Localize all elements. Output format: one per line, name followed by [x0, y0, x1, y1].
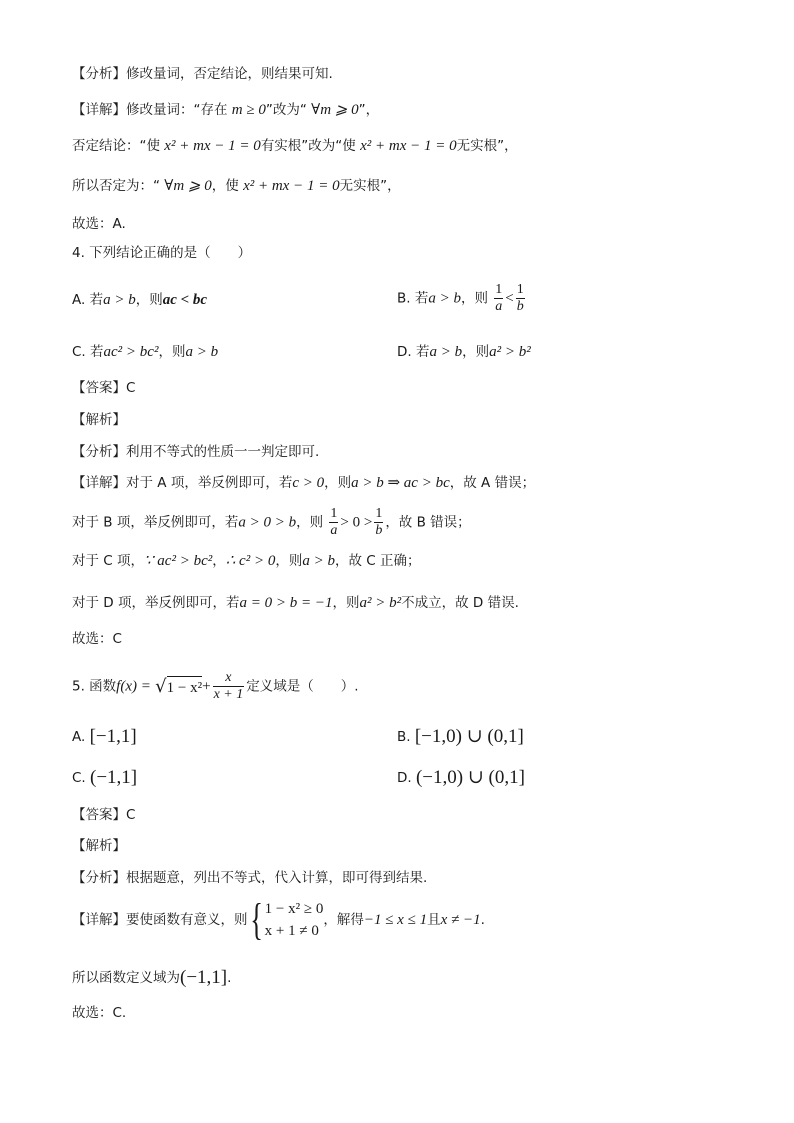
text: 利用不等式的性质一一判定即可.: [126, 444, 320, 460]
q4-option-c: [72, 342, 218, 362]
question-5-stem: [72, 670, 359, 703]
analysis-text: 修改量词，否定结论，则结果可知.: [126, 66, 333, 82]
text: ，故 B 错误；: [385, 514, 471, 531]
text: ，则: [296, 514, 324, 531]
math: x² + mx − 1 = 0: [164, 138, 261, 154]
numerator: 1: [375, 506, 383, 521]
q4-answer: [72, 378, 135, 398]
math: c > 0: [292, 475, 325, 491]
denominator: a: [330, 523, 338, 538]
math: +: [202, 678, 211, 695]
denominator: a: [495, 299, 503, 314]
text: ，则: [462, 344, 490, 360]
q4-choose: [72, 629, 122, 649]
q5-option-a: [72, 727, 137, 747]
text: ，则: [460, 290, 488, 307]
detail-tag: 【详解】: [72, 475, 126, 491]
text: 【解析】: [72, 412, 126, 428]
analysis-tag: 【分析】: [72, 66, 126, 82]
math: ac² > bc²: [103, 344, 159, 360]
text: 有实根”改为“使: [260, 138, 361, 154]
text: 且: [427, 912, 441, 928]
q5-choose: [72, 1003, 126, 1023]
text: ，则: [324, 475, 352, 491]
text: 定义域是（ ）.: [246, 678, 359, 695]
answer-tag: 【答案】: [72, 380, 126, 396]
square-root: [155, 676, 202, 698]
text: D.: [397, 770, 412, 786]
analysis-tag: 【分析】: [72, 444, 126, 460]
math: a > b: [302, 553, 335, 569]
text: 对于 B 项，举反例即可，若: [72, 514, 239, 531]
math: [−1,1]: [89, 726, 137, 747]
question-4-stem: [72, 243, 251, 263]
fraction: [213, 670, 245, 703]
text: B. 若: [397, 290, 429, 307]
math: a > b: [185, 344, 219, 360]
math: > 0 >: [340, 514, 373, 531]
system-line: x + 1 ≠ 0: [264, 923, 319, 939]
numerator: 1: [495, 282, 503, 297]
math: x² + mx − 1 = 0: [243, 178, 340, 194]
math: −1 ≤ x ≤ 1: [363, 912, 428, 928]
detail-line-q3-2: [72, 136, 518, 156]
math: f(x) =: [116, 678, 151, 695]
numerator: 1: [516, 282, 524, 297]
math: [−1,0) ∪ (0,1]: [414, 726, 524, 747]
radical-sign-icon: √: [155, 675, 167, 697]
q5-option-c: [72, 768, 137, 788]
fraction: [329, 506, 338, 539]
choose-line-q3: [72, 214, 126, 234]
text: 无实根”，: [456, 138, 518, 154]
math: (−1,0) ∪ (0,1]: [415, 767, 525, 788]
text: C. 若: [72, 344, 104, 360]
text: 故选：C: [72, 631, 122, 647]
text: 无实根”，: [339, 178, 401, 194]
math: ∴ c² > 0: [225, 553, 276, 569]
text: A.: [72, 729, 86, 745]
detail-line-q3-3: [72, 176, 401, 196]
q4-detail-d: [72, 593, 519, 613]
text: ，使: [211, 178, 244, 194]
numerator: 1: [330, 506, 338, 521]
denominator: x + 1: [213, 687, 244, 702]
text: 不成立，故 D 错误.: [401, 595, 519, 611]
math: x ≠ −1: [440, 912, 481, 928]
text: ，则: [275, 553, 303, 569]
text: 根据题意，列出不等式，代入计算，即可得到结果.: [126, 870, 428, 886]
math: a > b ⇒ ac > bc: [351, 475, 450, 491]
q4-option-a: [72, 290, 207, 310]
q4-analysis: [72, 442, 319, 462]
answer-tag: 【答案】: [72, 807, 126, 823]
left-brace-icon: {: [249, 895, 263, 944]
text: 要使函数有意义，则: [126, 912, 248, 928]
text: 对于 C 项，: [72, 553, 145, 569]
answer-value: C: [126, 380, 136, 396]
text: .: [227, 970, 232, 986]
text: 否定结论：“使: [72, 138, 165, 154]
q5-answer: [72, 805, 135, 825]
text: ，故 C 正确；: [334, 553, 421, 569]
math: ∀m ⩾ 0: [164, 178, 212, 194]
math: a > b: [428, 290, 461, 307]
math: a = 0 > b = −1: [239, 595, 333, 611]
fraction: [374, 506, 383, 539]
text: 所以否定为：“: [72, 178, 165, 194]
text: ”，: [358, 102, 380, 118]
q5-jiexi: [72, 836, 126, 856]
text: ，则: [332, 595, 360, 611]
numerator: x: [213, 670, 245, 687]
math: (−1,1]: [90, 767, 138, 788]
text: ，则: [158, 344, 186, 360]
math: <: [505, 290, 514, 307]
text: ，故 A 错误；: [449, 475, 536, 491]
text: 故选：A.: [72, 216, 126, 232]
radicand: 1 − x²: [167, 676, 202, 698]
q4-jiexi: [72, 410, 126, 430]
q5-analysis: [72, 868, 427, 888]
math: ∵ ac² > bc²: [144, 553, 213, 569]
q4-option-d: [397, 342, 531, 362]
text: 所以函数定义域为: [72, 970, 180, 986]
math: (−1,1]: [180, 967, 228, 988]
q4-detail-b: [72, 506, 471, 539]
text: ，解得: [323, 912, 364, 928]
math: a² > b²: [489, 344, 531, 360]
analysis-tag: 【分析】: [72, 870, 126, 886]
text: ，: [212, 553, 226, 569]
q4-detail-a: [72, 473, 535, 493]
q5-option-d: [397, 768, 525, 788]
math: ∀m ⩾ 0: [311, 102, 359, 118]
math: m ≥ 0: [231, 102, 266, 118]
q5-domain: [72, 968, 231, 988]
text: ”改为“: [265, 102, 312, 118]
q4-option-b: [397, 282, 527, 315]
denominator: b: [516, 299, 524, 314]
text: ，则: [135, 292, 163, 308]
math: a > b: [103, 292, 136, 308]
detail-tag: 【详解】: [72, 102, 126, 118]
q5-detail: [72, 895, 485, 944]
fraction: [516, 282, 525, 315]
q5-option-b: [397, 727, 524, 747]
fraction: [494, 282, 503, 315]
text: 对于 A 项，举反例即可，若: [126, 475, 293, 491]
q4-detail-c: [72, 551, 420, 571]
text: A. 若: [72, 292, 104, 308]
math: a > b: [429, 344, 463, 360]
inequality-system: [265, 898, 324, 942]
text: 【解析】: [72, 838, 126, 854]
analysis-line-q3: [72, 64, 333, 84]
math: a > 0 > b: [238, 514, 297, 531]
text: .: [480, 912, 485, 928]
math: x² + mx − 1 = 0: [360, 138, 457, 154]
text: 故选：C.: [72, 1005, 127, 1021]
denominator: b: [375, 523, 383, 538]
text: 修改量词：“存在: [126, 102, 232, 118]
math: ac < bc: [162, 292, 208, 308]
text: D. 若: [397, 344, 430, 360]
text: B.: [397, 729, 411, 745]
math: a² > b²: [359, 595, 402, 611]
text: 对于 D 项，举反例即可，若: [72, 595, 240, 611]
text: 5. 函数: [72, 678, 117, 695]
text: C.: [72, 770, 86, 786]
answer-value: C: [126, 807, 136, 823]
detail-tag: 【详解】: [72, 912, 126, 928]
text: 4. 下列结论正确的是（ ）: [72, 245, 252, 261]
detail-line-q3-1: [72, 100, 379, 120]
system-line: 1 − x² ≥ 0: [264, 901, 324, 917]
